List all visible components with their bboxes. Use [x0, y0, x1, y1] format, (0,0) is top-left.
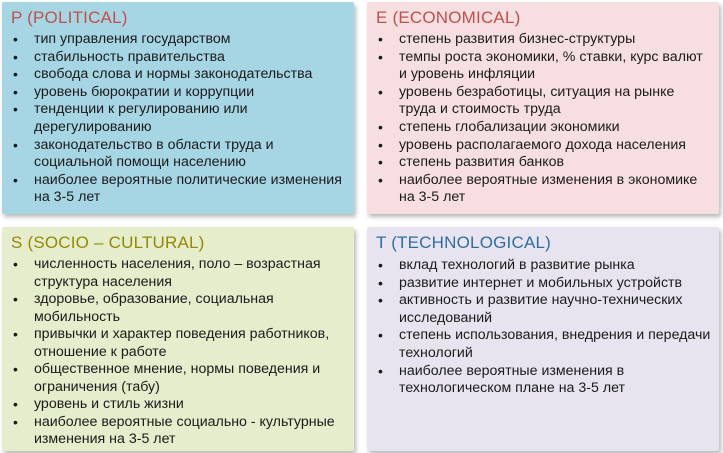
economical-item: • наиболее вероятные изменения в экономике на 3-5 лет	[375, 172, 711, 207]
socio-cultural-title: S (SOCIO – CULTURAL)	[11, 233, 205, 252]
socio-cultural-item: • общественное мнение, нормы поведения и ограничения (табу)	[10, 361, 346, 396]
technological-item: • вклад технологий в развитие рынка	[375, 257, 711, 275]
socio-cultural-quadrant	[2, 227, 354, 451]
socio-cultural-item: • уровень и стиль жизни	[10, 396, 346, 414]
political-quadrant	[2, 2, 354, 214]
technological-item: • активность и развитие научно-технических исследований	[375, 292, 711, 327]
political-title: P (POLITICAL)	[11, 8, 128, 27]
political-item: • наиболее вероятные политические изменения на 3-5 лет	[10, 172, 346, 207]
political-item: • уровень бюрократии и коррупции	[10, 84, 346, 102]
economical-item: • степень развития бизнес-структуры	[375, 31, 711, 49]
political-list	[10, 31, 346, 207]
technological-item: • наиболее вероятные изменения в технологическом плане на 3-5 лет	[375, 363, 711, 398]
economical-item: • темпы роста экономики, % ставки, курс валют и уровень инфляции	[375, 49, 711, 84]
economical-item: • уровень безработицы, ситуация на рынке труда и стоимость труда	[375, 84, 711, 119]
political-item: • стабильность правительства	[10, 49, 346, 67]
political-item: • законодательство в области труда и социальной помощи населению	[10, 137, 346, 172]
technological-item: • развитие интернет и мобильных устройств	[375, 275, 711, 293]
economical-list	[375, 31, 711, 207]
political-item: • тенденции к регулированию или дерегулированию	[10, 101, 346, 136]
economical-item: • степень глобализации экономики	[375, 119, 711, 137]
socio-cultural-item: • здоровье, образование, социальная мобильность	[10, 291, 346, 326]
economical-title: E (ECONOMICAL)	[376, 8, 521, 27]
technological-item: • степень использования, внедрения и передачи технологий	[375, 327, 711, 362]
economical-item: • уровень располагаемого дохода населения	[375, 137, 711, 155]
socio-cultural-list	[10, 256, 346, 449]
socio-cultural-item: • численность населения, поло – возрастная структура населения	[10, 256, 346, 291]
technological-title: T (TECHNOLOGICAL)	[376, 233, 551, 252]
technological-quadrant	[367, 227, 719, 451]
economical-quadrant	[367, 2, 719, 214]
political-item: • тип управления государством	[10, 31, 346, 49]
economical-item: • степень развития банков	[375, 154, 711, 172]
socio-cultural-item: • наиболее вероятные социально - культурные изменения на 3-5 лет	[10, 414, 346, 449]
socio-cultural-item: • привычки и характер поведения работников, отношение к работе	[10, 326, 346, 361]
political-item: • свобода слова и нормы законодательства	[10, 66, 346, 84]
technological-list	[375, 256, 711, 398]
